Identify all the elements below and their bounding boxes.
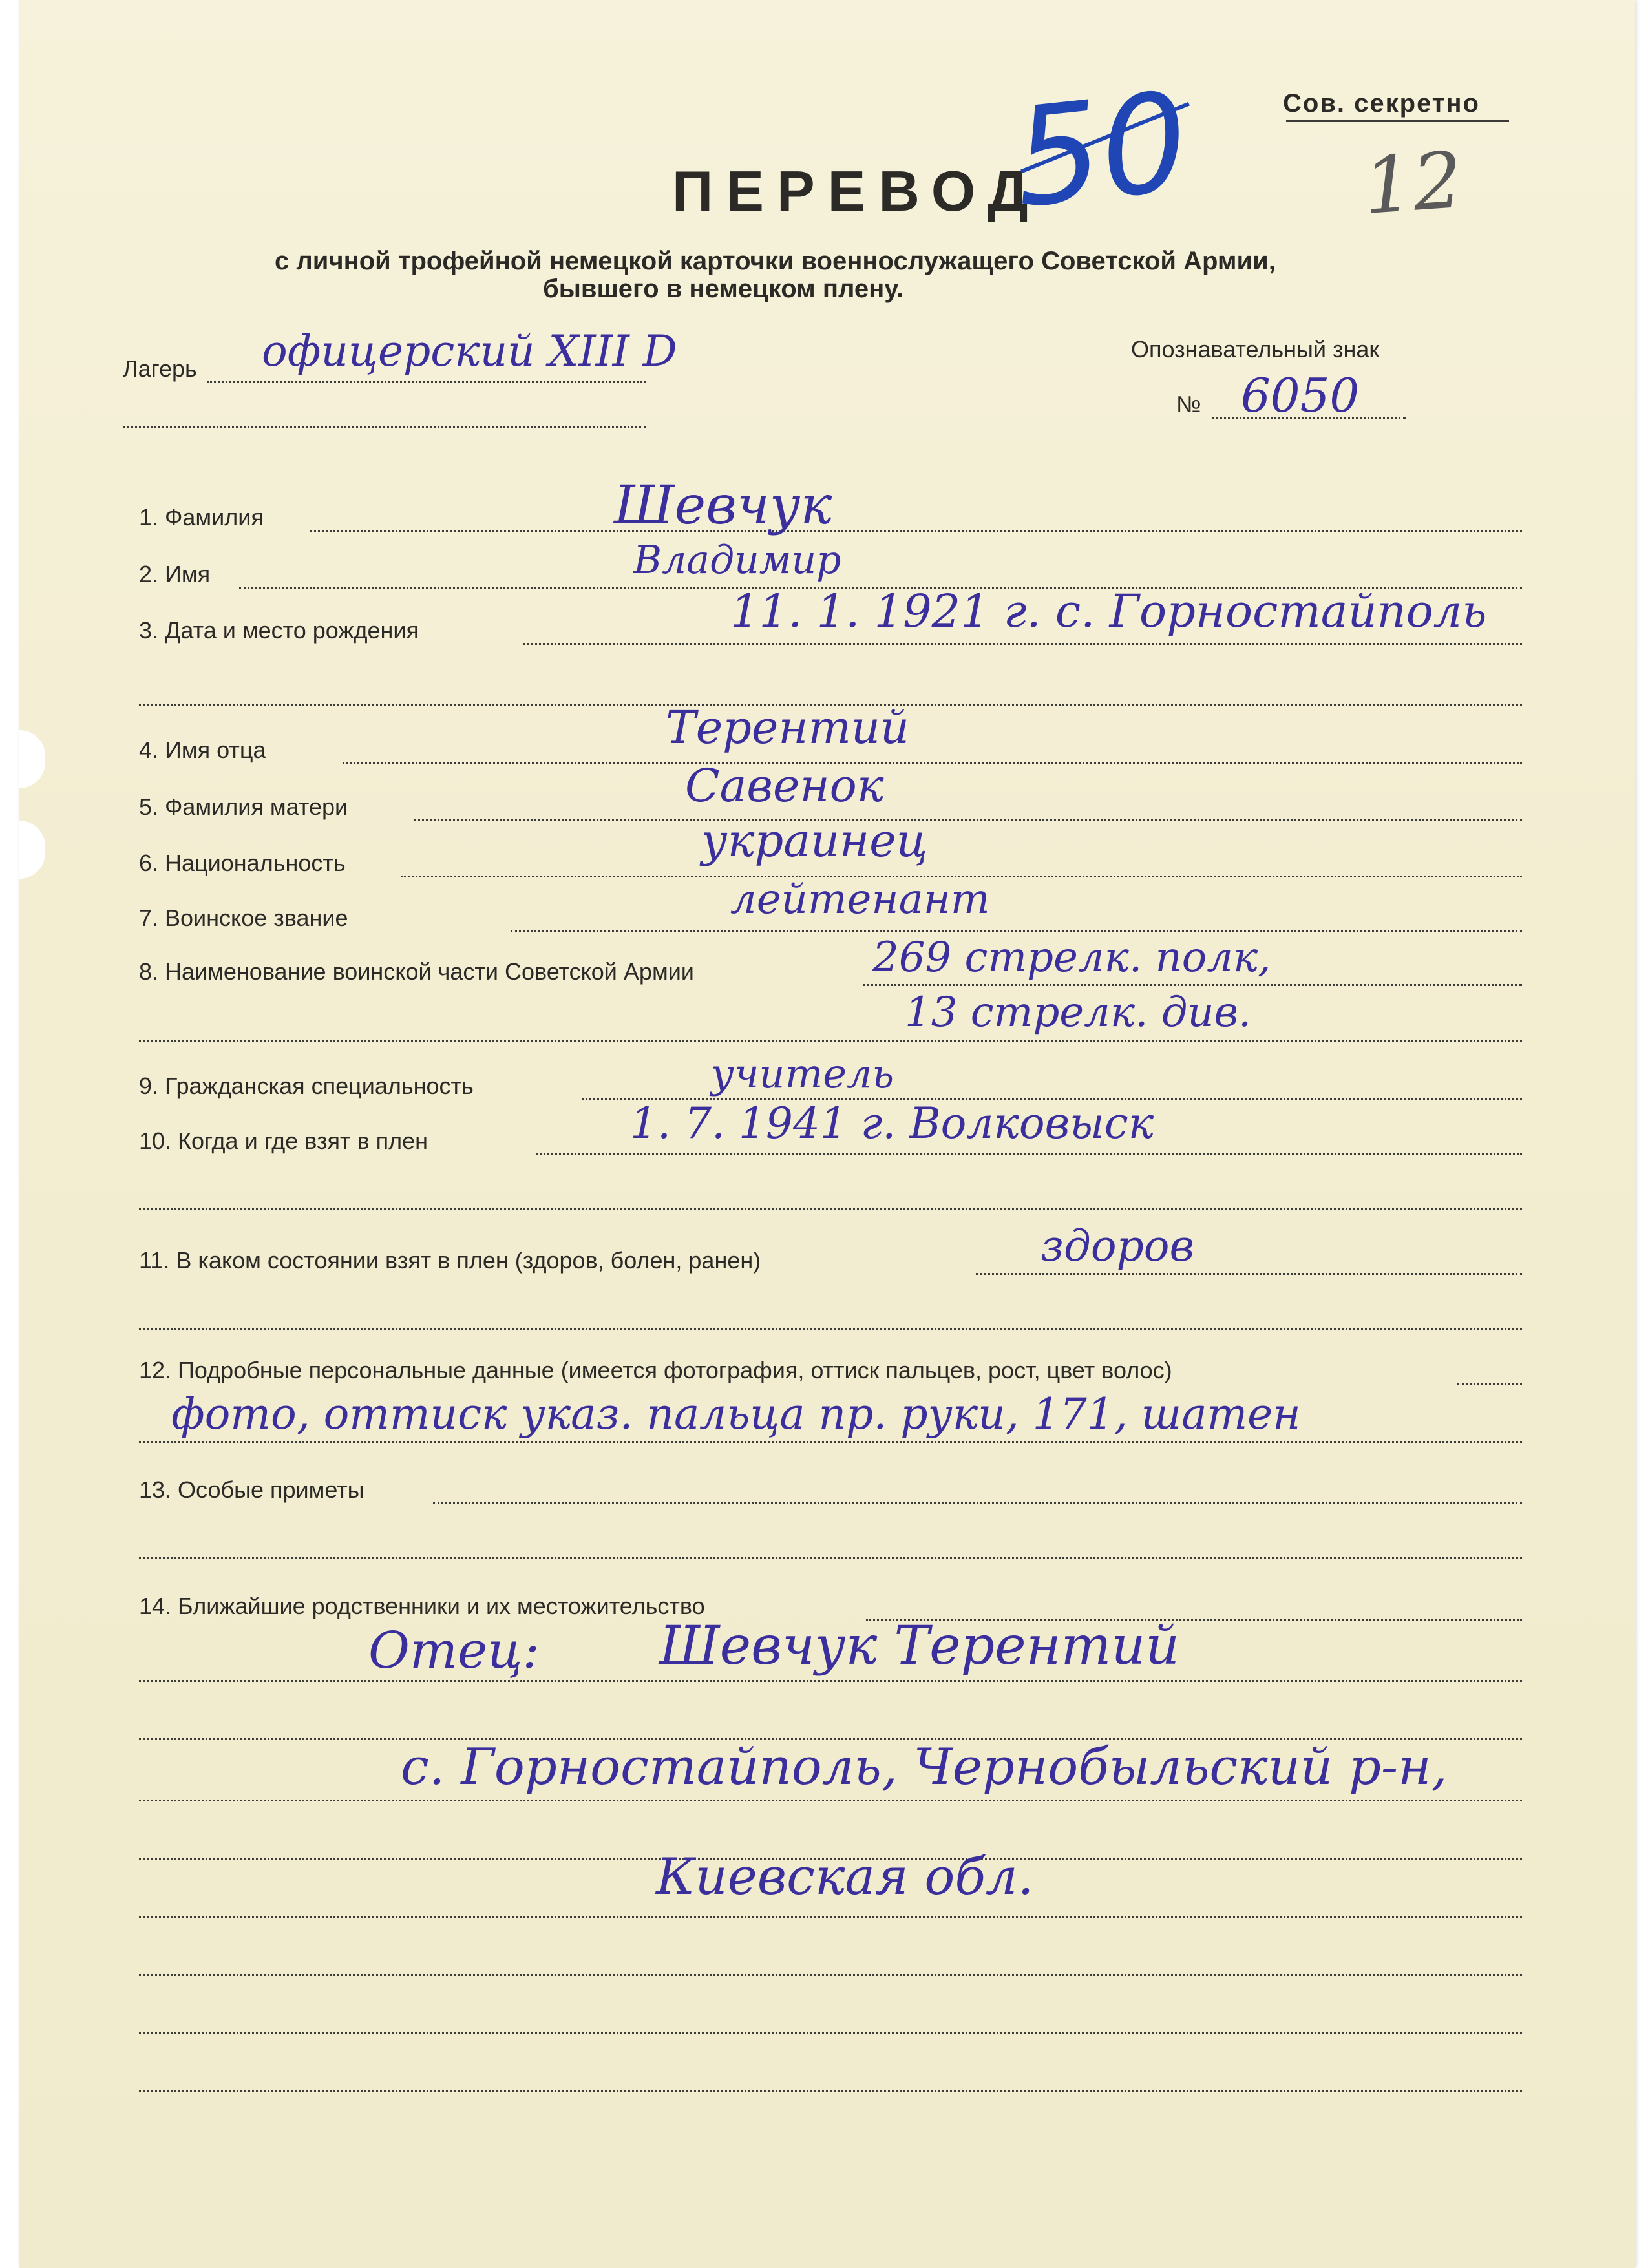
camp-line: [207, 381, 646, 383]
field-10-label: 10. Когда и где взят в плен: [139, 1128, 428, 1154]
field-8-value-2: 13 стрелк. див.: [905, 989, 1252, 1036]
relatives-father-label: Отец:: [368, 1622, 540, 1680]
field-10-line: [536, 1153, 1522, 1155]
secrecy-underline: [1286, 120, 1509, 122]
field-11-label: 11. В каком состоянии взят в плен (здоров, болен, ранен): [139, 1247, 761, 1274]
field-10-value: 1. 7. 1941 г. Волковыск: [630, 1098, 1154, 1148]
field-13-line-2: [139, 1557, 1522, 1559]
field-9-value: учитель: [711, 1050, 894, 1097]
field-8-line-2: [139, 1040, 1522, 1042]
field-12-label: 12. Подробные персональные данные (имеется фотография, оттиск пальцев, рост, цвет волос): [139, 1357, 1172, 1383]
ident-label: Опознавательный знак: [1131, 336, 1380, 362]
field-6-label: 6. Национальность: [139, 850, 346, 876]
field-5-label: 5. Фамилия матери: [139, 793, 348, 820]
field-12-line: [1457, 1383, 1522, 1385]
field-5-line: [414, 819, 1522, 821]
field-2-label: 2. Имя: [139, 561, 211, 587]
field-7-label: 7. Воинское звание: [139, 905, 348, 931]
crossed-out-number: 50: [1006, 62, 1196, 238]
relatives-address: с. Горностайполь, Чернобыльский р-н,: [401, 1738, 1448, 1796]
field-3-label: 3. Дата и место рождения: [139, 617, 419, 644]
field-6-value: украинец: [701, 814, 928, 867]
camp-value: офицерский XIII D: [262, 326, 677, 376]
punch-hole: [19, 730, 45, 788]
document-subtitle: с личной трофейной немецкой карточки военнослужащего Советской Армии,: [275, 247, 1276, 275]
field-11-line-2: [139, 1328, 1522, 1330]
field-13-line: [433, 1502, 1522, 1504]
field-1-line: [310, 530, 1522, 532]
field-11-value: здоров: [1041, 1221, 1194, 1271]
relatives-line-1: [139, 1680, 1522, 1682]
field-12-line-2: [139, 1441, 1522, 1443]
field-8-label: 8. Наименование воинской части Советской Армии: [139, 958, 694, 985]
pencil-number: 12: [1360, 135, 1466, 233]
document-page: [19, 0, 1635, 2268]
relatives-line-5: [139, 1916, 1522, 1918]
field-1-value: Шевчук: [614, 475, 832, 536]
field-1-label: 1. Фамилия: [139, 504, 264, 530]
field-13-label: 13. Особые приметы: [139, 1476, 364, 1503]
relatives-line-3: [139, 1800, 1522, 1801]
relatives-line-7: [139, 2032, 1522, 2034]
field-4-value: Терентий: [666, 701, 910, 754]
relatives-region: Киевская обл.: [656, 1848, 1034, 1906]
ident-number: 6050: [1241, 368, 1360, 423]
field-5-value: Савенок: [685, 759, 884, 812]
field-2-value: Владимир: [633, 538, 841, 583]
ident-number-prefix: №: [1176, 391, 1201, 417]
camp-line-2: [123, 426, 646, 428]
field-14-label: 14. Ближайшие родственники и их местожительство: [139, 1593, 705, 1619]
field-4-line: [343, 762, 1522, 764]
field-7-line: [511, 930, 1522, 932]
field-4-label: 4. Имя отца: [139, 737, 266, 763]
field-3-line: [523, 643, 1522, 645]
field-8-value: 269 стрелк. полк,: [872, 934, 1271, 982]
field-11-line: [976, 1273, 1522, 1275]
document-title: ПЕРЕВОД: [672, 159, 1041, 223]
field-3-value: 11. 1. 1921 г. с. Горностайполь: [730, 585, 1487, 638]
relatives-line-8: [139, 2090, 1522, 2092]
field-7-value: лейтенант: [730, 876, 990, 923]
field-10-line-2: [139, 1208, 1522, 1210]
camp-label: Лагерь: [123, 355, 197, 382]
relatives-line-6: [139, 1974, 1522, 1976]
document-subtitle-line2: бывшего в немецком плену.: [543, 275, 904, 303]
secrecy-stamp: Сов. секретно: [1283, 89, 1480, 118]
field-9-label: 9. Гражданская специальность: [139, 1073, 474, 1099]
field-12-value: фото, оттиск указ. пальца пр. руки, 171, шатен: [171, 1389, 1301, 1439]
punch-hole: [19, 821, 45, 879]
relatives-father-name: Шевчук Терентий: [659, 1615, 1180, 1677]
field-8-line: [863, 984, 1522, 986]
